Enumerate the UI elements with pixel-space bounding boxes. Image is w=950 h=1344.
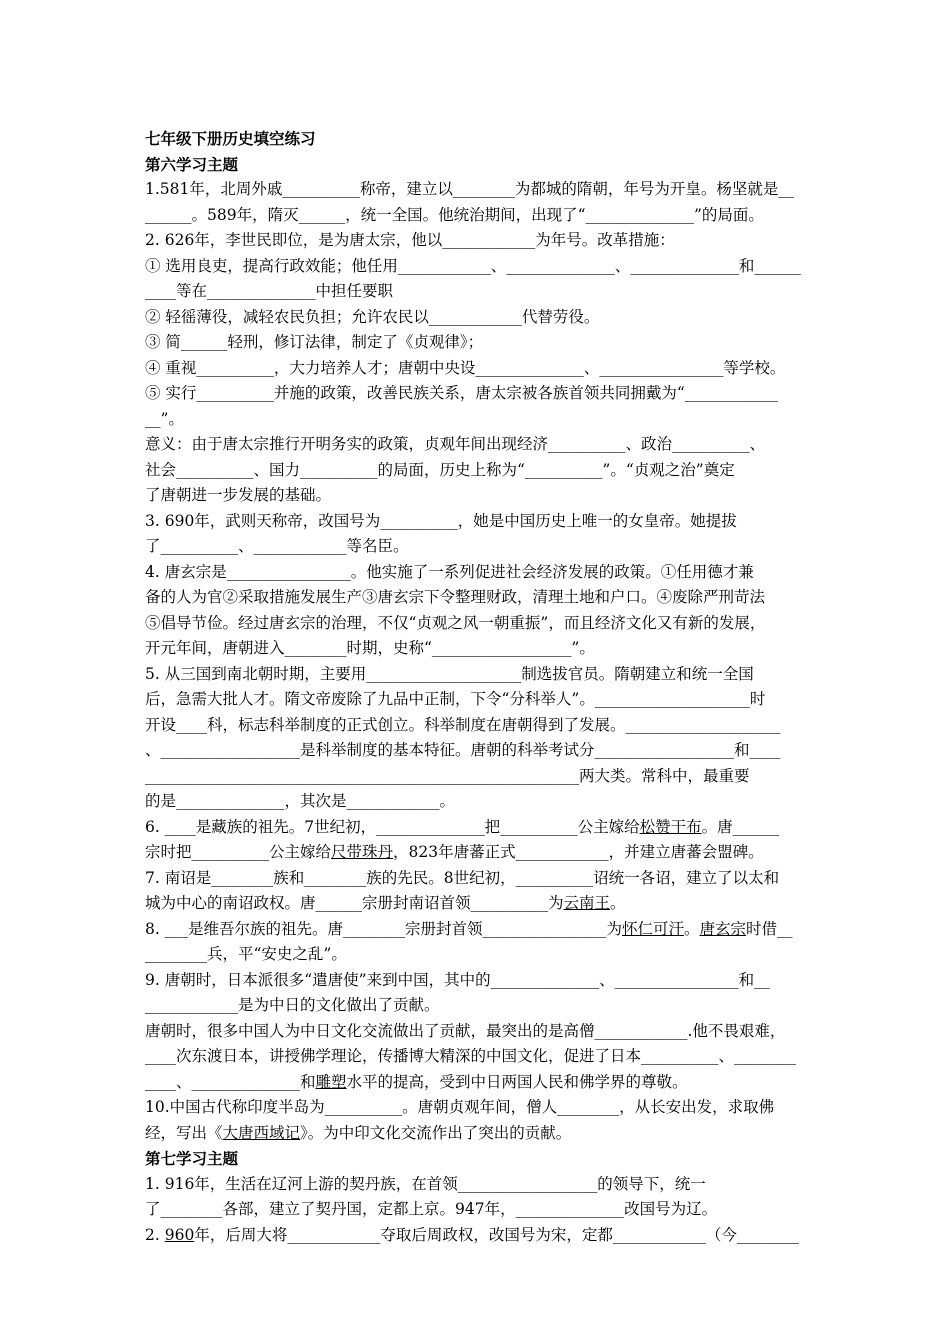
document-page xyxy=(145,126,807,1248)
text-run: 宗时把__________公主嫁给 xyxy=(145,843,332,861)
text-line: 备的人为官②采取措施发展生产③唐玄宗下令整理财政，清理土地和户口。④废除严刑苛法 xyxy=(145,588,766,606)
text-run: 。唐______ xyxy=(701,817,780,836)
underlined-term: 唐玄宗 xyxy=(699,919,747,938)
text-line: ________________________________________________________两大类。常科中，最重要 xyxy=(145,766,750,785)
text-line: ⑤倡导节俭。经过唐玄宗的治理，不仅“贞观之风一朝重振”，而且经济文化又有新的发展， xyxy=(145,613,766,632)
text-line: __”。 xyxy=(145,409,184,428)
underlined-term: 怀仁可汗 xyxy=(621,919,684,938)
question-10-line-1: 10.中国古代称印度半岛为__________。唐朝贞观年间，僧人________，从长安出发，求取佛 xyxy=(145,1098,775,1116)
text-line: 的是______________，其次是____________。 xyxy=(145,792,456,810)
question-9-line-5 xyxy=(145,1070,807,1096)
question-6-line-2 xyxy=(145,840,807,866)
text-line: 后，急需大批人才。隋文帝废除了九品中正制，下令“分科举人”。____________________时 xyxy=(145,690,766,708)
text-run: ____、______________和 xyxy=(145,1072,316,1091)
text-line: ① 选用良吏，提高行政效能；他任用____________、______________、______________和______ xyxy=(145,256,801,275)
text-line: 社会__________、国力__________的局面，历史上称为“__________”。“贞观之治”奠定 xyxy=(145,460,735,479)
text-run: 》。为中印文化交流作出了突出的贡献。 xyxy=(300,1123,572,1142)
text-line: 3. 690年，武则天称帝，改国号为__________，她是中国历史上唯一的女皇帝。她提拔 xyxy=(145,511,737,530)
text-line: 、__________________是科举制度的基本特征。唐朝的科举考试分__________________和____ xyxy=(145,741,781,759)
text-line: 开元年间，唐朝进入________时期，史称“__________________”。 xyxy=(145,639,595,657)
text-line: ③ 简______轻刑，修订法律，制定了《贞观律》； xyxy=(145,333,484,351)
text-run: 6. ____是藏族的祖先。7世纪初，______________把__________公主嫁给 xyxy=(145,817,640,836)
question-9-line-4: ____次东渡日本，讲授佛学理论，传播博大精深的中国文化，促进了日本__________、________ xyxy=(145,1047,797,1065)
text-line: 5. 从三国到南北朝时期，主要用____________________制选拔官员。隋朝建立和统一全国 xyxy=(145,664,754,683)
text-line: 2. 626年，李世民即位，是为唐太宗，他以____________为年号。改革措施： xyxy=(145,231,675,249)
text-line: 意义：由于唐太宗推行开明务实的政策，贞观年间出现经济__________、政治__________、 xyxy=(145,435,766,453)
text-line: 1.581年，北周外戚__________称帝，建立以________为都城的隋朝，年号为开皇。杨坚就是__ xyxy=(145,180,794,198)
s7-question-1-line-1: 1. 916年，生活在辽河上游的契丹族，在首领__________________的领导下，统一 xyxy=(145,1174,706,1193)
question-8-line-2: ________兵，平“安史之乱”。 xyxy=(145,945,347,963)
text-run: 8. ___是维吾尔族的祖先。唐________宗册封首领________________为 xyxy=(145,919,622,938)
question-10-line-2 xyxy=(145,1121,807,1147)
text-line: 4. 唐玄宗是________________。他实施了一系列促进社会经济发展的政策。①任用德才兼 xyxy=(145,562,754,581)
text-run: 时借__ xyxy=(746,919,793,938)
text-line: 了__________、____________等名臣。 xyxy=(145,537,409,555)
text-line: ______。589年，隋灭______，统一全国。他统治期间，出现了“______________”的局面。 xyxy=(145,205,764,224)
text-run: 2. xyxy=(145,1225,165,1244)
text-run: 年，后周大将____________夺取后周政权，改国号为宋，定都____________（今________ xyxy=(194,1225,799,1244)
text-line: 开设____科，标志科举制度的正式创立。科举制度在唐朝得到了发展。____________________ xyxy=(145,715,781,734)
text-line: 了唐朝进一步发展的基础。 xyxy=(145,486,332,504)
question-8-line-1 xyxy=(145,917,807,943)
s7-question-2-line-1 xyxy=(145,1223,807,1249)
question-6-line-1 xyxy=(145,815,807,841)
underlined-term: 尺带珠丹 xyxy=(331,843,394,861)
text-line: ⑤ 实行__________并施的政策，改善民族关系，唐太宗被各族首领共同拥戴为“____________ xyxy=(145,384,778,402)
underlined-term: 大唐西域记 xyxy=(222,1123,301,1142)
s7-question-1-line-2: 了________各部，建立了契丹国，定都上京。947年，______________改国号为辽。 xyxy=(145,1200,718,1218)
question-9-line-3: 唐朝时，很多中国人为中日文化交流做出了贡献，最突出的是高僧____________.他不畏艰难， xyxy=(145,1021,786,1040)
text-line: ④ 重视__________，大力培养人才；唐朝中央设______________、________________等学校。 xyxy=(145,358,786,377)
section-heading-6: 第六学习主题 xyxy=(145,154,239,174)
underlined-term: 960 xyxy=(164,1225,195,1244)
text-run: ，823年唐蕃正式____________，并建立唐蕃会盟碑。 xyxy=(393,843,764,861)
text-line: ② 轻徭薄役，减轻农民负担；允许农民以____________代替劳役。 xyxy=(145,307,600,326)
underlined-term: 云南王 xyxy=(563,894,611,912)
underlined-term: 松赞干布 xyxy=(639,817,702,836)
document-title: 七年级下册历史填空练习 xyxy=(145,129,316,148)
text-run: 。 xyxy=(683,919,700,938)
text-run: 经，写出《 xyxy=(145,1123,223,1142)
question-7-line-2 xyxy=(145,891,807,917)
question-7-line-1: 7. 南诏是________族和________族的先民。8世纪初，__________诏统一各诏，建立了以太和 xyxy=(145,868,780,887)
text-run: 城为中心的南诏政权。唐______宗册封南诏首领__________为 xyxy=(145,894,564,912)
text-line: ____等在______________中担任要职 xyxy=(145,282,394,300)
question-9-line-1: 9. 唐朝时，日本派很多“遣唐使”来到中国，其中的______________、________________和__ xyxy=(145,970,770,989)
section-heading-7: 第七学习主题 xyxy=(145,1149,239,1168)
question-9-line-2: ____________是为中日的文化做出了贡献。 xyxy=(145,996,440,1014)
text-run: 水平的提高，受到中日两国人民和佛学界的尊敬。 xyxy=(346,1072,688,1091)
underlined-term: 雕塑 xyxy=(315,1072,347,1091)
text-run: 。 xyxy=(610,894,626,912)
